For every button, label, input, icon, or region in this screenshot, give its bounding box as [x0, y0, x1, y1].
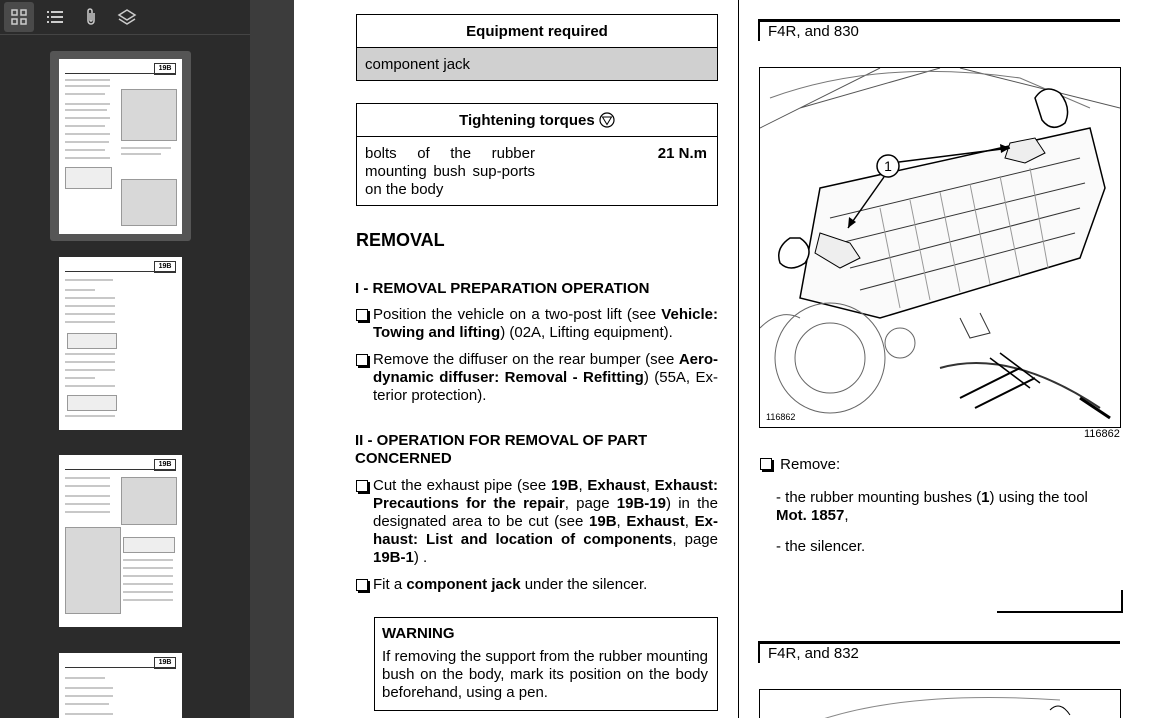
equipment-table [356, 14, 718, 81]
bullet-fit-jack: Fit a component jack under the silencer. [356, 576, 718, 594]
torques-table [356, 103, 718, 206]
attachments-view-button[interactable] [76, 2, 106, 32]
removal-heading: REMOVAL [356, 230, 445, 250]
underbody-illustration-2 [760, 690, 1120, 718]
outline-view-button[interactable] [40, 2, 70, 32]
section-end-mark [997, 590, 1123, 613]
thumbnail-page-3[interactable] [50, 447, 191, 637]
torque-symbol-icon [599, 112, 615, 128]
thumbnails-view-button[interactable] [4, 2, 34, 32]
svg-text:1: 1 [884, 158, 892, 174]
torques-value: 21 N.m [541, 137, 718, 206]
warning-box [374, 617, 718, 711]
thumbnail-page-2[interactable] [50, 249, 191, 439]
underbody-illustration [760, 68, 1120, 427]
torques-header: Tightening torques [357, 104, 718, 137]
thumbnail-sidebar [0, 0, 250, 718]
warning-body: If removing the support from the rubber mounting bush on the body, mark its position on the body beforehand, using a pen. [382, 648, 709, 701]
layers-view-button[interactable] [112, 2, 142, 32]
remove-item-silencer: - the silencer. [776, 538, 866, 555]
page-thumbnail: 19B [59, 653, 182, 718]
paperclip-icon [82, 7, 100, 27]
sidebar-toolbar [0, 0, 250, 35]
checkbox-bullet-icon [356, 480, 368, 492]
page-thumbnail: 19B [59, 257, 182, 430]
sidebar-splitter[interactable] [250, 0, 294, 718]
page-thumbnail: 19B [59, 455, 182, 627]
warning-title: WARNING [382, 625, 455, 642]
thumbnail-page-4[interactable] [50, 645, 191, 718]
bullet-remove-diffuser: Remove the diffuser on the rear bumper (see Aero-dynamic diffuser: Removal - Refitting) (55A, Ex-terior protection). [356, 351, 718, 405]
bullet-position-vehicle: Position the vehicle on a two-post lift (see Vehicle: Towing and lifting) (02A, Lifting equipment). [356, 306, 718, 342]
column-divider [738, 0, 739, 718]
svg-text:116862: 116862 [766, 412, 796, 422]
list-icon [45, 8, 65, 26]
second-figure-top [759, 689, 1121, 718]
document-page [294, 0, 1171, 718]
checkbox-bullet-icon [356, 354, 368, 366]
remove-item-bushes: - the rubber mounting bushes (1) using the tool Mot. 1857, [776, 489, 1088, 524]
thumbnail-page-1[interactable] [50, 51, 191, 241]
section2-heading: II - OPERATION FOR REMOVAL OF PART CONCERNED [355, 432, 648, 467]
equipment-header: Equipment required [357, 15, 718, 48]
checkbox-bullet-icon [356, 309, 368, 321]
checkbox-bullet-icon [356, 579, 368, 591]
equipment-item: component jack [357, 48, 718, 81]
remove-bullet: Remove: [760, 456, 840, 473]
section-label-832: F4R, and 832 [758, 641, 1120, 663]
section1-heading: I - REMOVAL PREPARATION OPERATION [355, 280, 650, 297]
bullet-cut-exhaust: Cut the exhaust pipe (see 19B, Exhaust, Exhaust: Precautions for the repair, page 19B-19) in the designated area to be cut (see 19B, Exhaust, Ex-haust: List and location of components, page 19B-1) . [356, 477, 718, 567]
silencer-figure [759, 67, 1121, 428]
section-label-830: F4R, and 830 [758, 19, 1120, 41]
torques-item: bolts of the rubber mounting bush sup-ports on the body [357, 137, 542, 206]
layers-icon [117, 7, 137, 27]
thumbnail-list[interactable] [0, 35, 250, 718]
grid-icon [10, 8, 28, 26]
page-thumbnail: 19B [59, 59, 182, 234]
figure-number: 116862 [1084, 428, 1120, 440]
checkbox-bullet-icon [760, 458, 772, 470]
